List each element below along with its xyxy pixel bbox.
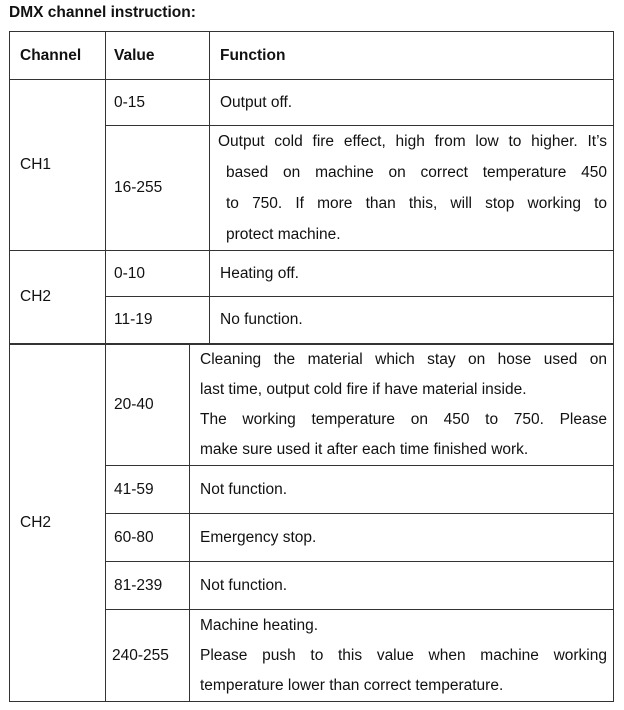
value-cell: 0-15 xyxy=(106,80,210,126)
value-cell: 240-255 xyxy=(106,610,190,702)
value-cell: 0-10 xyxy=(106,251,210,297)
table-header-row xyxy=(10,32,614,80)
function-line: Machine heating. xyxy=(200,616,319,634)
function-cell xyxy=(190,345,614,466)
value-cell: 60-80 xyxy=(106,514,190,562)
value-cell: 20-40 xyxy=(106,345,190,466)
function-line: based on machine on correct temperature 450 xyxy=(226,164,607,181)
header-channel: Channel xyxy=(10,32,106,80)
function-cell: Heating off. xyxy=(210,251,614,297)
channel-cell-ch1: CH1 xyxy=(10,80,106,251)
function-cell xyxy=(210,126,614,251)
function-line: Please push to this value when machine working xyxy=(200,646,607,664)
function-line: temperature lower than correct temperature. xyxy=(200,676,504,694)
channel-cell-ch2: CH2 xyxy=(10,251,106,344)
value-cell: 41-59 xyxy=(106,466,190,514)
function-cell: Emergency stop. xyxy=(190,514,614,562)
dmx-table-part-1 xyxy=(9,31,614,344)
function-line: Cleaning the material which stay on hose used on xyxy=(200,351,607,368)
function-line: The working temperature on 450 to 750. Please xyxy=(200,411,607,428)
table-row xyxy=(10,345,614,466)
function-line: protect machine. xyxy=(226,226,341,243)
function-cell: Output off. xyxy=(210,80,614,126)
header-function: Function xyxy=(210,32,614,80)
function-cell: Not function. xyxy=(190,562,614,610)
function-line: make sure used it after each time finished work. xyxy=(200,441,529,458)
value-cell: 16-255 xyxy=(106,126,210,251)
function-cell: No function. xyxy=(210,297,614,344)
page-title: DMX channel instruction: xyxy=(9,4,196,21)
function-line: Output cold fire effect, high from low to higher. It’s xyxy=(218,133,607,150)
value-cell: 11-19 xyxy=(106,297,210,344)
function-line: last time, output cold fire if have material inside. xyxy=(200,381,527,398)
header-value: Value xyxy=(106,32,210,80)
table-row xyxy=(10,80,614,126)
value-cell: 81-239 xyxy=(106,562,190,610)
function-cell: Not function. xyxy=(190,466,614,514)
function-cell xyxy=(190,610,614,702)
table-row xyxy=(10,251,614,297)
channel-cell-ch2: CH2 xyxy=(10,345,106,702)
dmx-table-part-2 xyxy=(9,344,614,702)
function-line: to 750. If more than this, will stop working to xyxy=(226,195,607,212)
